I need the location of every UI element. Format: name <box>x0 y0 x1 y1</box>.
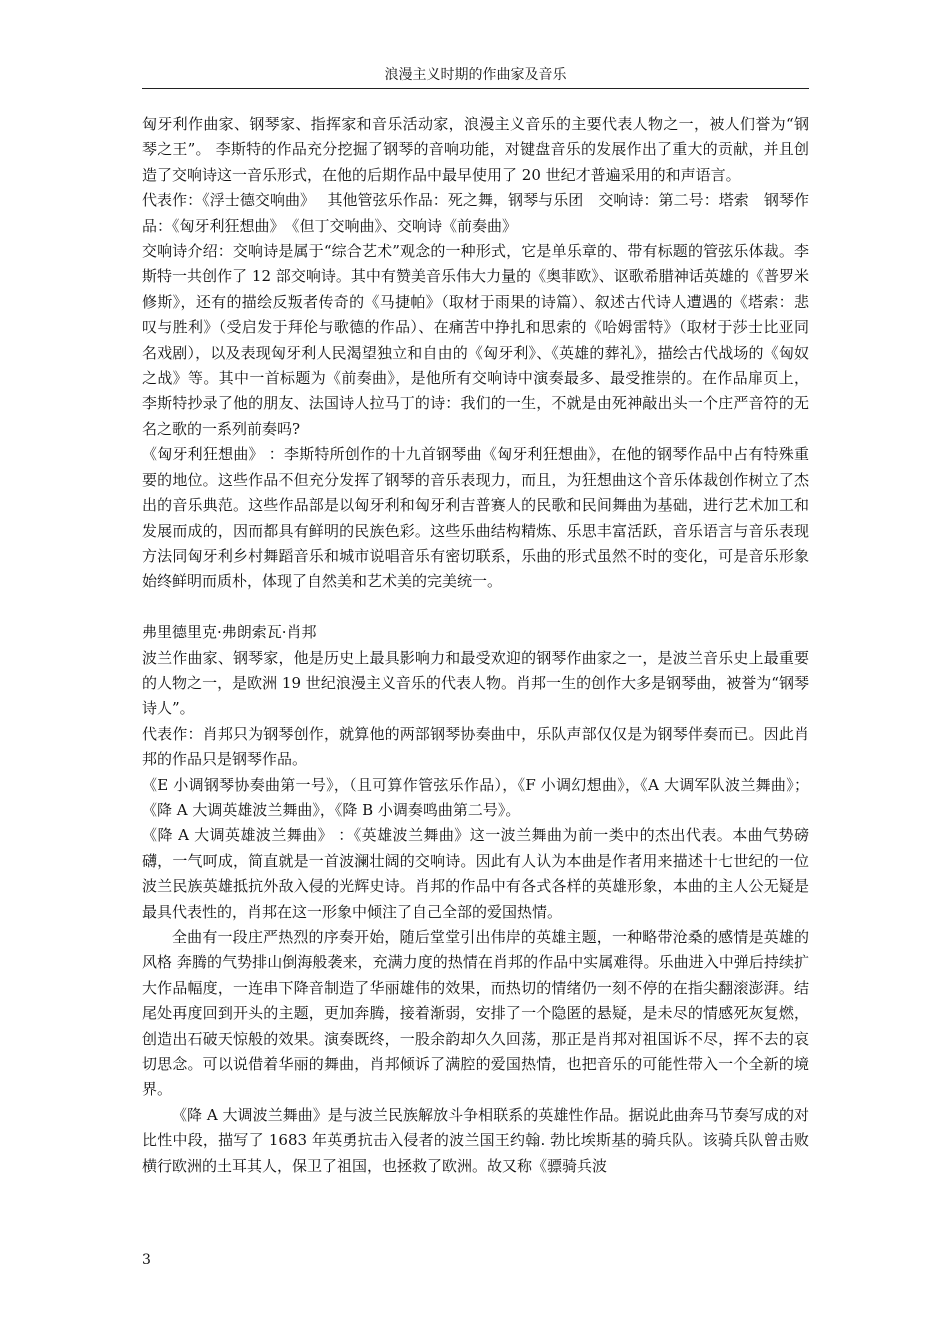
running-header <box>142 64 809 89</box>
chopin-intro-paragraph: 波兰作曲家、钢琴家，他是历史上最具影响力和最受欢迎的钢琴作曲家之一，是波兰音乐史上最重要的人物之一，是欧洲 19 世纪浪漫主义音乐的代表人物。肖邦一生的创作大多是钢琴曲，被誉为“钢琴诗人”。 <box>142 648 809 718</box>
symphonic-poem-paragraph: 交响诗介绍：交响诗是属于“综合艺术”观念的一种形式，它是单乐章的、带有标题的管弦乐体裁。李斯特一共创作了 12 部交响诗。其中有赞美音乐伟大力量的《奥菲欧》、讴歌希腊神话英雄的《普罗米修斯》，还有的描绘反叛者传奇的《马捷帕》（取材于雨果的诗篇）、叙述古代诗人遭遇的《塔索：悲叹与胜利》（受启发于拜伦与歌德的作品）、在痛苦中挣扎和思索的《哈姆雷特》（取材于莎士比亚同名戏剧），以及表现匈牙利人民渴望独立和自由的《匈牙利》、《英雄的葬礼》，描绘古代战场的《匈奴之战》等。其中一首标题为《前奏曲》，是他所有交响诗中演奏最多、最受推崇的。在作品扉页上，李斯特抄录了他的朋友、法国诗人拉马丁的诗：我们的一生，不就是由死神敲出头一个庄严音符的无名之歌的一系列前奏吗? <box>142 242 809 438</box>
liszt-works-paragraph: 代表作：《浮士德交响曲》 其他管弦乐作品：死之舞，钢琴与乐团 交响诗：第二号：塔索 钢琴作品：《匈牙利狂想曲》 《但丁交响曲》、交响诗《前奏曲》 <box>142 191 809 235</box>
page-number: 3 <box>142 1252 151 1268</box>
polonaise-description-paragraph: 全曲有一段庄严热烈的序奏开始，随后堂堂引出伟岸的英雄主题，一种略带沧桑的感情是英雄的风格 奔腾的气势排山倒海般袭来，充满力度的热情在肖邦的作品中实属难得。乐曲进入中弹后持续扩大作品幅度，一连串下降音制造了华丽雄伟的效果，而热切的情绪仍一刻不停的在指尖翻滚澎湃。结尾处再度回到开头的主题，更加奔腾，接着渐弱，安排了一个隐匿的悬疑，是未尽的情感死灰复燃，创造出石破天惊般的效果。演奏既终，一股余韵却久久回荡，那正是肖邦对祖国诉不尽，挥不去的哀切思念。可以说借着华丽的舞曲，肖邦倾诉了满腔的爱国热情，也把音乐的可能性带入一个全新的境界。 <box>142 927 809 1099</box>
chopin-heading: 弗里德里克·弗朗索瓦·肖邦 <box>142 623 317 642</box>
chopin-works-paragraph: 代表作：肖邦只为钢琴创作，就算他的两部钢琴协奏曲中，乐队声部仅仅是为钢琴伴奏而已。因此肖邦的作品只是钢琴作品。 <box>142 724 809 769</box>
heroic-polonaise-paragraph: 《降 A 大调英雄波兰舞曲》 ：《英雄波兰舞曲》这一波兰舞曲为前一类中的杰出代表。本曲气势磅礴，一气呵成，简直就是一首波澜壮阔的交响诗。因此有人认为本曲是作者用来描述十七世纪的一位波兰民族英雄抵抗外敌入侵的光辉史诗。肖邦的作品中有各式各样的英雄形象，本曲的主人公无疑是最具代表性的，肖邦在这一形象中倾注了自己全部的爱国热情。 <box>142 826 809 921</box>
liszt-intro-paragraph: 匈牙利作曲家、钢琴家、指挥家和音乐活动家，浪漫主义音乐的主要代表人物之一，被人们誉为“钢琴之王”。 李斯特的作品充分挖掘了钢琴的音响功能，对键盘音乐的发展作出了重大的贡献，并且创造了交响诗这一音乐形式，在他的后期作品中最早使用了 20 世纪才普遍采用的和声语言。 <box>142 115 809 184</box>
section-spacer <box>142 595 809 620</box>
header-title: 浪漫主义时期的作曲家及音乐 <box>384 67 567 83</box>
document-body <box>142 112 809 1179</box>
polonaise-history-paragraph: 《降 A 大调波兰舞曲》是与波兰民族解放斗争相联系的英雄性作品。据说此曲奔马节奏写成的对比性中段，描写了 1683 年英勇抗击入侵者的波兰国王约翰. 勃比埃斯基的骑兵队。该骑兵队曾击败横行欧洲的土耳其人，保卫了祖国，也拯救了欧洲。故又称《骠骑兵波 <box>142 1105 809 1175</box>
chopin-works-list-paragraph: 《E 小调钢琴协奏曲第一号》，（且可算作管弦乐作品），《F 小调幻想曲》，《A 大调军队波兰舞曲》；《降 A 大调英雄波兰舞曲》，《降 B 小调奏鸣曲第二号》。 <box>142 775 809 819</box>
hungarian-rhapsody-paragraph: 《匈牙利狂想曲》 ：李斯特所创作的十九首钢琴曲《匈牙利狂想曲》，在他的钢琴作品中占有特殊重要的地位。这些作品不但充分发挥了钢琴的音乐表现力，而且，为狂想曲这个音乐体裁创作树立了杰出的音乐典范。这些作品部是以匈牙利和匈牙利吉普赛人的民歌和民间舞曲为基础，进行艺术加工和发展而成的，因而都具有鲜明的民族色彩。这些乐曲结构精炼、乐思丰富活跃，音乐语言与音乐表现方法同匈牙利乡村舞蹈音乐和城市说唱音乐有密切联系，乐曲的形式虽然不时的变化，可是音乐形象始终鲜明而质朴，体现了自然美和艺术美的完美统一。 <box>142 445 809 591</box>
